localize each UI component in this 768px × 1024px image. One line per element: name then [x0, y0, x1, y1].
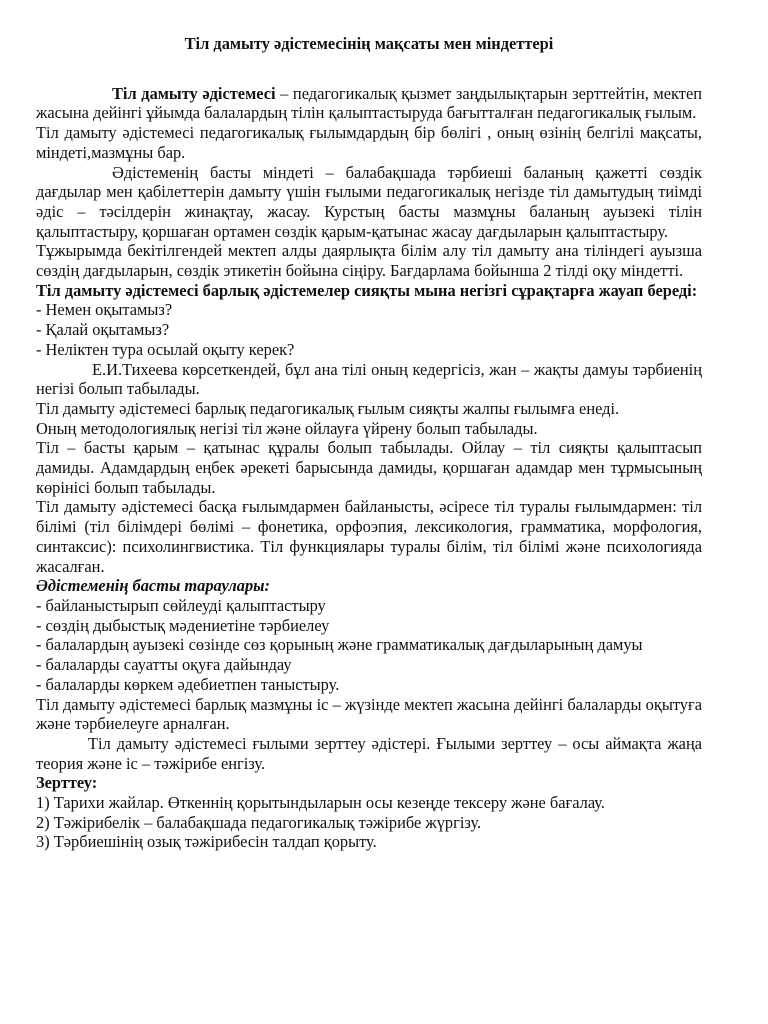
research-heading: Зерттеу:	[36, 773, 98, 793]
research-item: 3) Тәрбиешінің озық тәжірибесін талдап қорыту.	[36, 832, 377, 852]
paragraph-questions-intro: Тіл дамыту әдістемесі барлық әдістемелер сияқты мына негізгі сұрақтарға жауап береді:	[36, 280, 698, 300]
sections-heading: Әдістеменің басты тараулары:	[36, 576, 271, 596]
paragraph-main-task: Әдістеменің басты міндеті – балабақшада тәрбиеші баланың қажетті сөздік дағдылар мен қабілеттерін дамыту үшін ғылыми педагогикалық негізде тіл дамытудың тиімді әдіс – тәсілдерін жинақтау, жасау. Курстың басты мазмұны баланың ауызекі тілін қалыптастыру, қоршаған ортамен сөздік қарым-қатынас жасау дағдыларын қалыптастыру.	[36, 162, 702, 241]
section-item: - сөздің дыбыстық мәдениетіне тәрбиелеу	[36, 615, 330, 635]
research-item: 2) Тәжірибелік – балабақшада педагогикалық тәжірибе жүргізу.	[36, 812, 482, 832]
paragraph-methodology: Оның методологиялық негізі тіл және ойлауға үйрену болып табылады.	[36, 418, 538, 438]
paragraph-general-science: Тіл дамыту әдістемесі барлық педагогикалық ғылым сияқты жалпы ғылымға енеді.	[36, 398, 620, 418]
paragraph-tikheeva: Е.И.Тихеева көрсеткендей, бұл ана тілі оның кедергісіз, жан – жақты дамуы тәрбиенің негізі болып табылады.	[36, 359, 702, 399]
paragraph-content-purpose: Тіл дамыту әдістемесі барлық мазмұны іс – жүзінде мектеп жасына дейінгі балаларды оқытуға және тәрбиелеуге арналған.	[36, 694, 702, 734]
document-page	[36, 34, 702, 852]
paragraph-definition	[36, 84, 702, 123]
paragraph-language-thinking: Тіл – басты қарым – қатынас құралы болып табылады. Ойлау – тіл сияқты қалыптасып дамиды. Адамдардың еңбек әрекеті барысында дамиды, қоршаған адамдар мен тұрмысының көрінісі болып табылады.	[36, 438, 702, 497]
research-item: 1) Тарихи жайлар. Өткеннің қорытындыларын осы кезеңде тексеру және бағалау.	[36, 793, 605, 813]
definition-text: – педагогикалық қызмет заңдылықтарын зерттейтін, мектеп жасына дейінгі ұйымда балалардың тілін қалыптастыруда бағытталған педагогикалық ғылым.	[36, 83, 703, 123]
question-item: - Қалай оқытамыз?	[36, 320, 170, 340]
paragraph-concept: Тұжырымда бекітілгендей мектеп алды даярлықта білім алу тіл дамыту ана тіліндегі ауызша сөздің дағдыларын, сөздік этикетін бойына сіңіру. Бағдарлама бойынша 2 тілді оқу міндетті.	[36, 241, 702, 281]
document-title: Тіл дамыту әдістемесінің мақсаты мен міндеттері	[184, 34, 554, 53]
question-item: - Неліктен тура осылай оқыту керек?	[36, 339, 295, 359]
paragraph-part-of-science: Тіл дамыту әдістемесі педагогикалық ғылымдардың бір бөлігі , оның өзінің белгілі мақсаты, міндеті,мазмұны бар.	[36, 123, 702, 162]
paragraph-research-methods: Тіл дамыту әдістемесі ғылыми зерттеу әдістері. Ғылыми зерттеу – осы аймақта жаңа теория және іс – тәжірибе енгізу.	[36, 733, 702, 773]
section-item: - балалардың ауызекі сөзінде сөз қорының және грамматикалық дағдыларының дамуы	[36, 635, 643, 655]
question-item: - Немен оқытамыз?	[36, 300, 173, 320]
section-item: - балаларды сауатты оқуға дайындау	[36, 655, 292, 675]
section-item: - байланыстырып сөйлеуді қалыптастыру	[36, 595, 326, 615]
section-item: - балаларды көркем әдебиетпен таныстыру.	[36, 674, 340, 694]
term-bold: Тіл дамыту әдістемесі	[112, 83, 276, 103]
paragraph-related-sciences: Тіл дамыту әдістемесі басқа ғылымдармен байланысты, әсіресе тіл туралы ғылымдармен: тіл білімі (тіл білімдері бөлімі – фонетика, орфоэпия, лексикология, грамматика, морфология, синтаксис): психолингвистика. Тіл функциялары туралы білім, тіл білімі және психологияда жасалған.	[36, 497, 702, 576]
